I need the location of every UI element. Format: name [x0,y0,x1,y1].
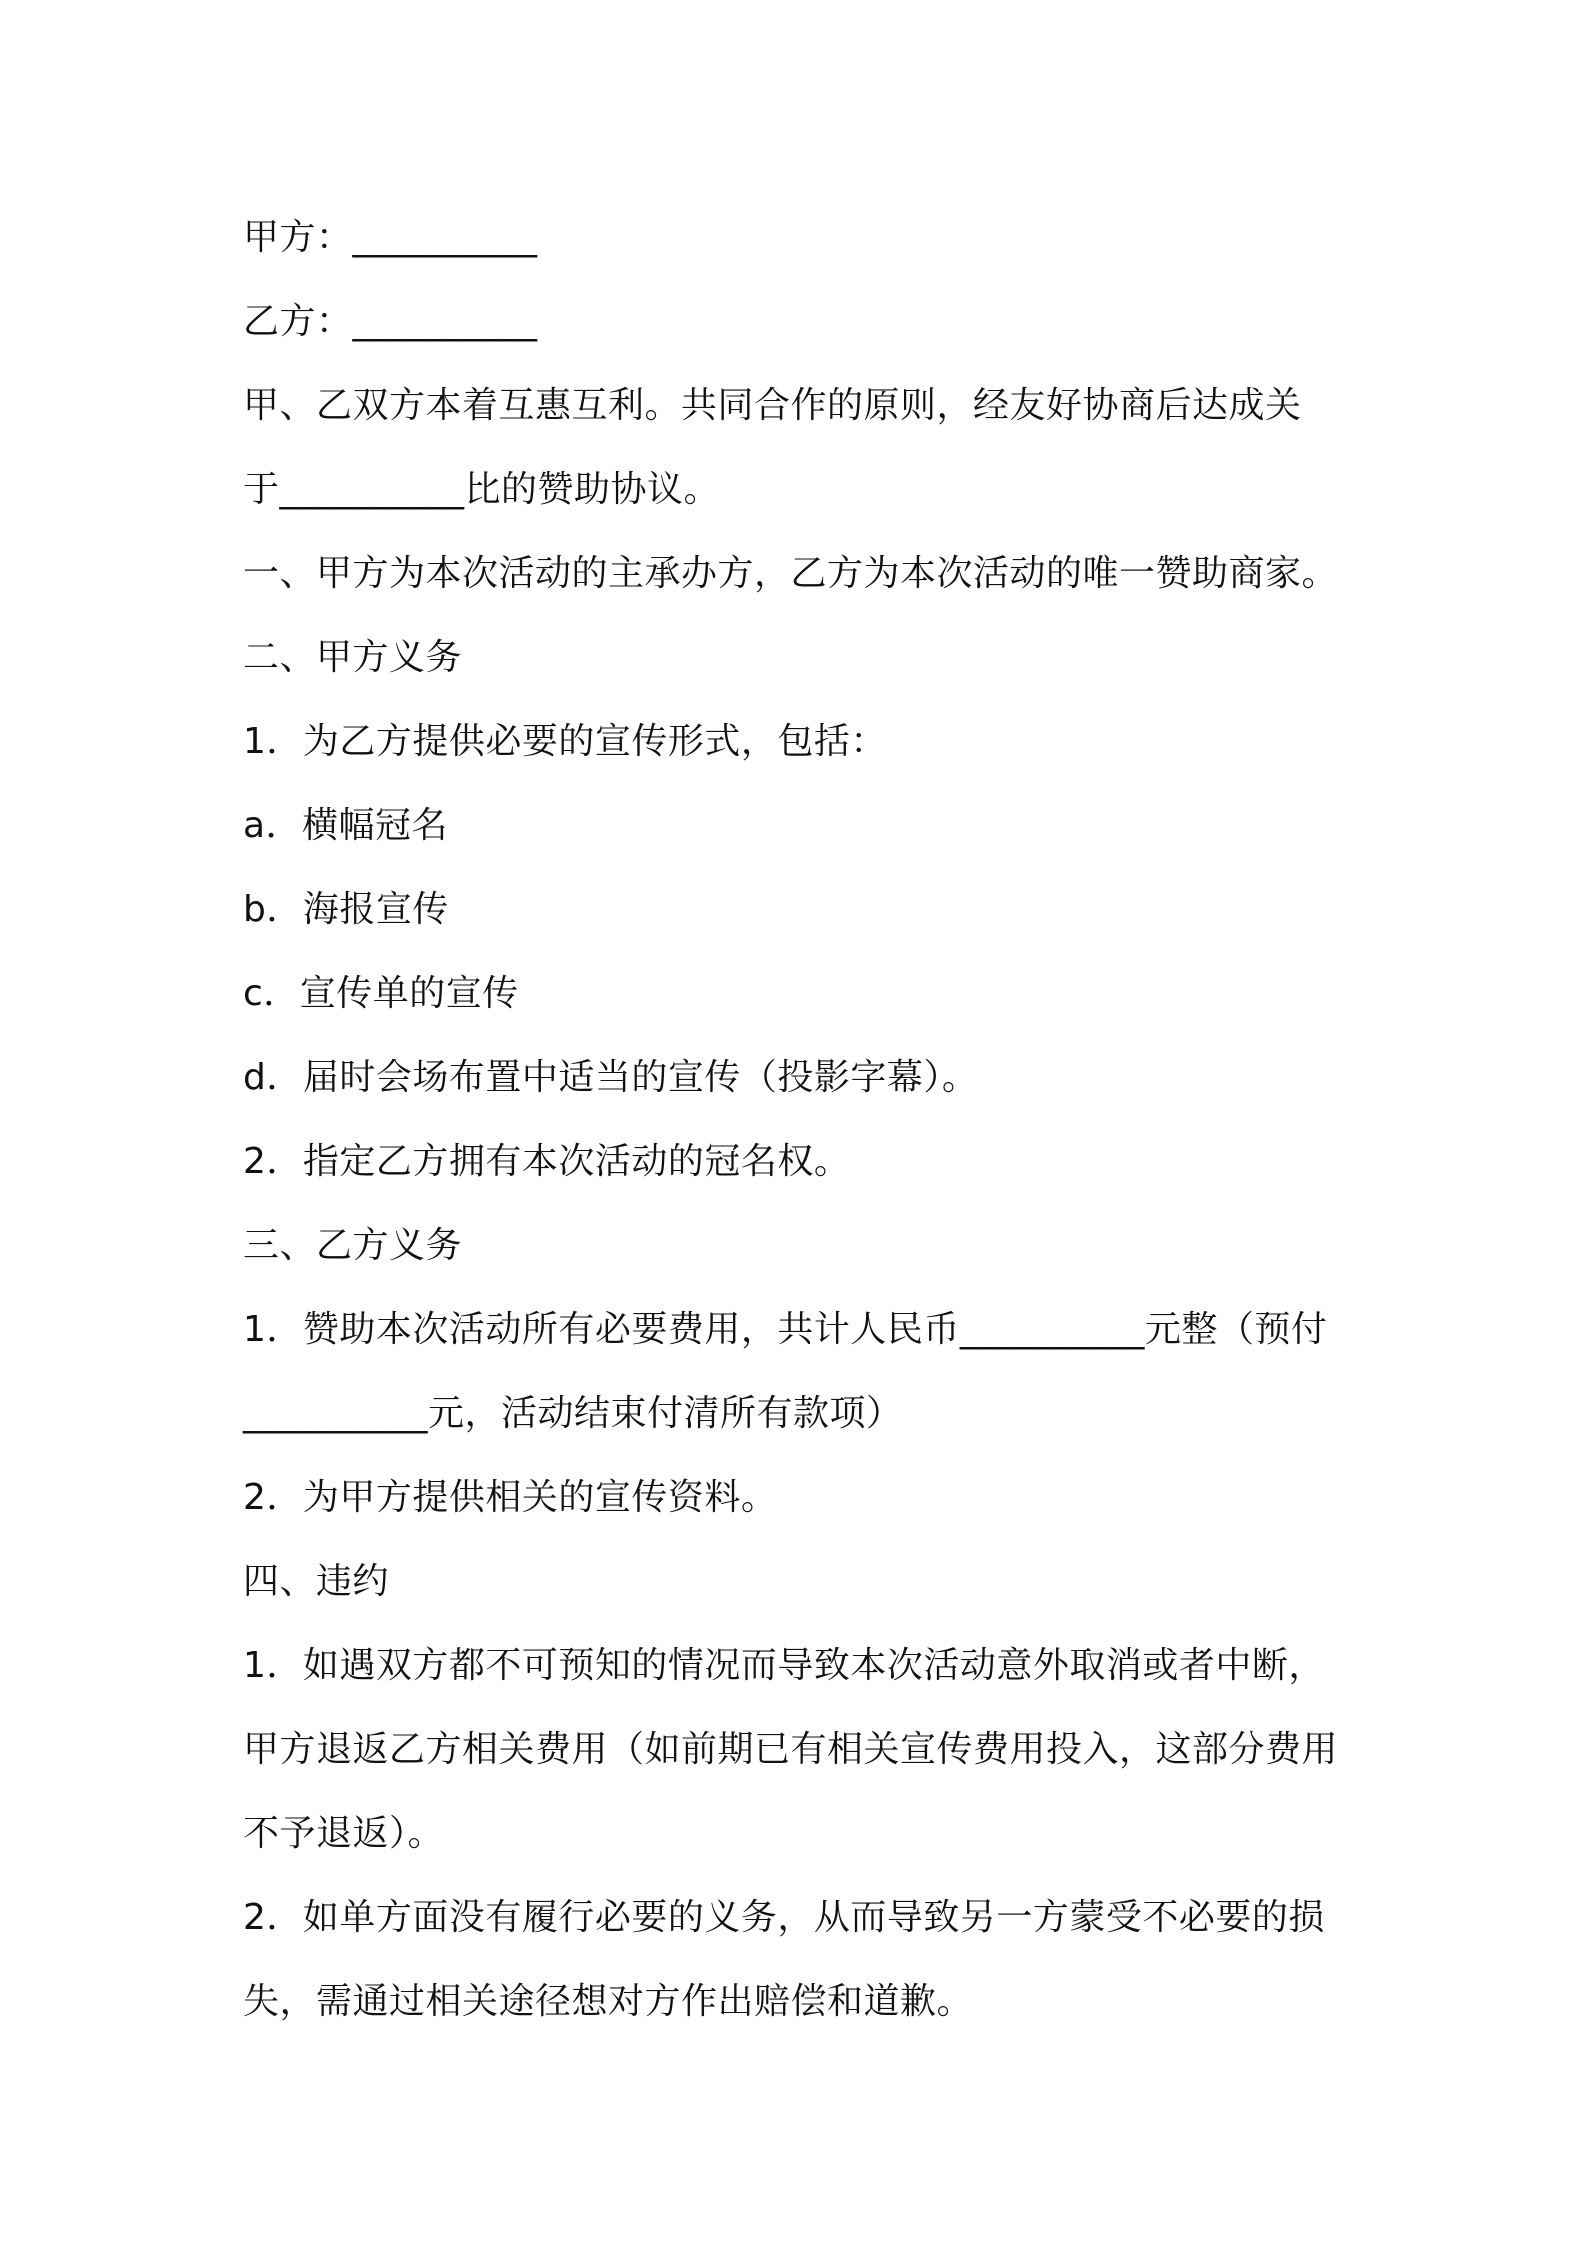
breach-2-line-1: 2．如单方面没有履行必要的义务，从而导致另一方蒙受不必要的损 [243,1897,1325,1938]
preamble-line-2: 于__________比的赞助协议。 [243,469,721,510]
party-b-duty-1-line-2: __________元，活动结束付清所有款项） [243,1393,903,1434]
clause-1: 一、甲方为本次活动的主承办方，乙方为本次活动的唯一赞助商家。 [243,553,1339,594]
preamble-line-1: 甲、乙双方本着互惠互利。共同合作的原则，经友好协商后达成关 [243,385,1302,426]
breach-2-line-2: 失，需通过相关途径想对方作出赔偿和道歉。 [243,1981,974,2022]
document-body [243,196,1363,2044]
list-item-c: c．宣传单的宣传 [243,973,519,1014]
party-a-line: 甲方：__________ [243,217,538,258]
breach-1-line-1: 1．如遇双方都不可预知的情况而导致本次活动意外取消或者中断， [243,1645,1325,1686]
party-b-duty-2: 2．为甲方提供相关的宣传资料。 [243,1477,778,1518]
list-item-d: d．届时会场布置中适当的宣传（投影字幕）。 [243,1057,979,1098]
section-heading-breach: 四、违约 [243,1561,390,1602]
list-item-a: a．横幅冠名 [243,805,449,846]
breach-1-line-2: 甲方退返乙方相关费用（如前期已有相关宣传费用投入，这部分费用 [243,1729,1339,1770]
party-a-duty-2: 2．指定乙方拥有本次活动的冠名权。 [243,1141,851,1182]
party-b-line: 乙方：__________ [243,301,538,342]
section-heading-party-a-duties: 二、甲方义务 [243,637,463,678]
breach-1-line-3: 不予退返）。 [243,1813,445,1854]
party-a-duty-1: 1．为乙方提供必要的宣传形式，包括： [243,721,887,762]
party-b-duty-1-line-1: 1．赞助本次活动所有必要费用，共计人民币__________元整（预付 [243,1309,1328,1350]
section-heading-party-b-duties: 三、乙方义务 [243,1225,463,1266]
list-item-b: b．海报宣传 [243,889,449,930]
